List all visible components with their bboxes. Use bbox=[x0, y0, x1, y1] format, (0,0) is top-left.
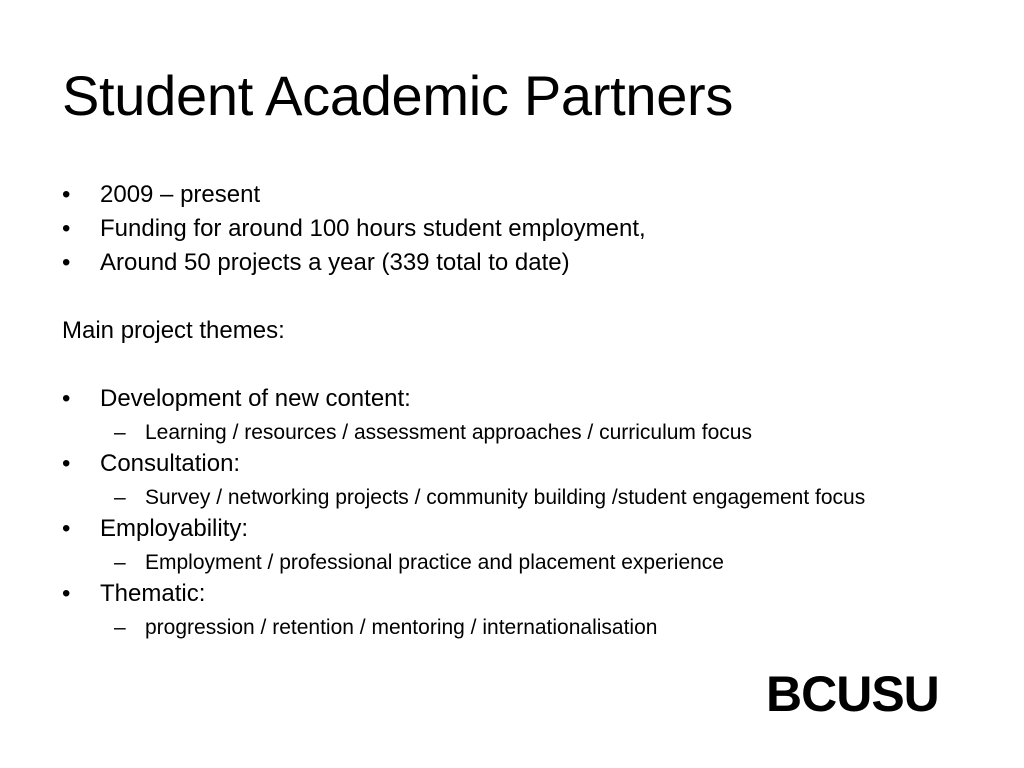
bcusu-logo: BCUSU bbox=[766, 666, 939, 722]
theme-label: Consultation: bbox=[100, 450, 241, 477]
theme-label: Employability: bbox=[100, 515, 249, 542]
bullet-icon: • bbox=[62, 385, 71, 412]
theme-bullet bbox=[62, 512, 982, 546]
bullet-icon: • bbox=[62, 515, 71, 542]
bullet-icon: • bbox=[62, 450, 71, 477]
theme-sub-item bbox=[62, 420, 982, 445]
theme-sub-text: Survey / networking projects / community building /student engagement focus bbox=[145, 486, 866, 509]
theme-sub-item bbox=[62, 615, 982, 640]
theme-label: Thematic: bbox=[100, 580, 206, 607]
slide-body bbox=[62, 178, 982, 640]
bullet-icon: • bbox=[62, 181, 71, 208]
intro-bullet bbox=[62, 212, 982, 246]
theme-bullet bbox=[62, 577, 982, 611]
intro-bullet bbox=[62, 178, 982, 212]
bullet-icon: • bbox=[62, 249, 71, 276]
theme-sub-item bbox=[62, 550, 982, 575]
intro-bullet-text: Around 50 projects a year (339 total to date) bbox=[100, 249, 570, 276]
intro-bullet-text: Funding for around 100 hours student employment, bbox=[100, 215, 646, 242]
theme-sub-item bbox=[62, 485, 982, 510]
theme-sub-text: progression / retention / mentoring / internationalisation bbox=[145, 616, 658, 639]
theme-label: Development of new content: bbox=[100, 385, 411, 412]
theme-sub-text: Employment / professional practice and placement experience bbox=[145, 551, 724, 574]
intro-bullet-text: 2009 – present bbox=[100, 181, 261, 208]
spacer bbox=[62, 280, 982, 314]
bullet-icon: • bbox=[62, 580, 71, 607]
spacer bbox=[62, 348, 982, 382]
intro-bullet bbox=[62, 246, 982, 280]
bullet-icon: • bbox=[62, 215, 71, 242]
dash-icon: – bbox=[114, 551, 126, 574]
themes-heading: Main project themes: bbox=[62, 317, 285, 344]
theme-bullet bbox=[62, 382, 982, 416]
dash-icon: – bbox=[114, 616, 126, 639]
slide-title: Student Academic Partners bbox=[62, 64, 734, 127]
dash-icon: – bbox=[114, 421, 126, 444]
dash-icon: – bbox=[114, 486, 126, 509]
theme-sub-text: Learning / resources / assessment approaches / curriculum focus bbox=[145, 421, 752, 444]
theme-bullet bbox=[62, 447, 982, 481]
